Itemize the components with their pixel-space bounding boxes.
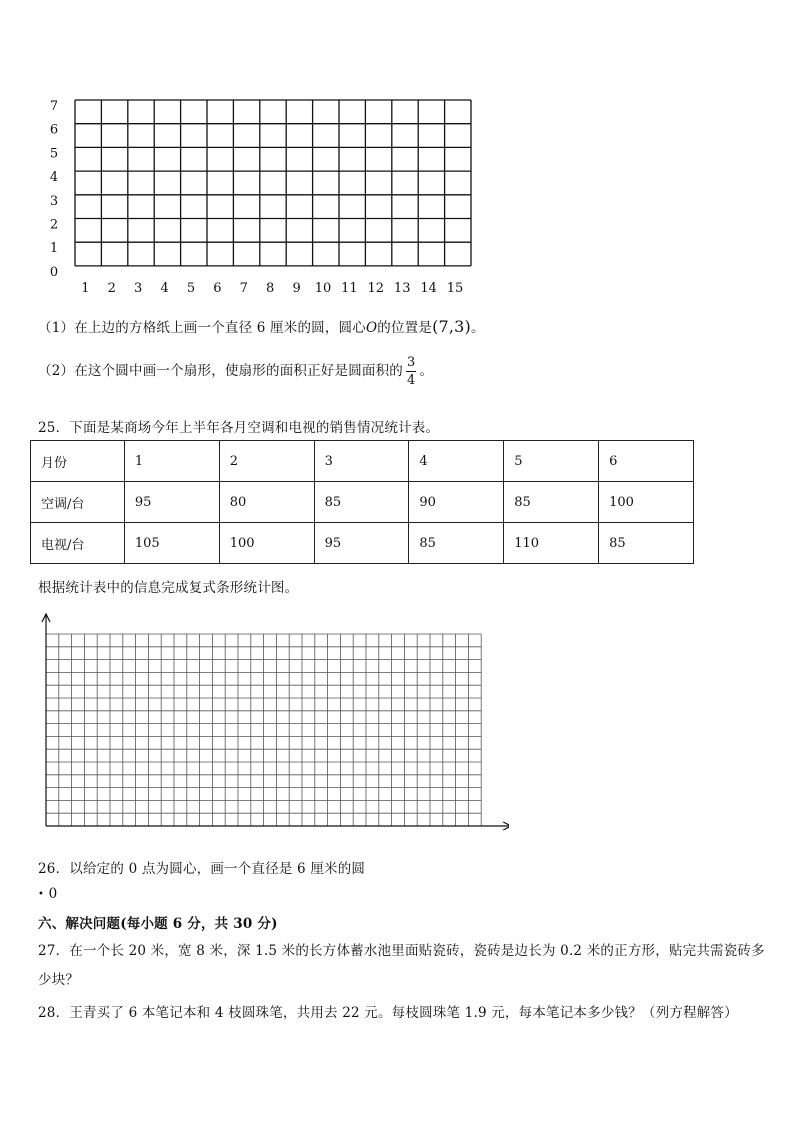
table-cell: 85 xyxy=(314,482,409,523)
table-cell: 4 xyxy=(409,441,504,482)
point-label: 0 xyxy=(48,886,58,902)
fraction-three-quarters xyxy=(406,356,416,387)
row-label: 电视/台 xyxy=(31,523,125,564)
x-tick-label: 2 xyxy=(107,280,116,293)
x-tick-label: 15 xyxy=(446,280,464,293)
row-label: 月份 xyxy=(31,441,125,482)
table-cell: 80 xyxy=(219,482,314,523)
table-cell: 100 xyxy=(219,523,314,564)
table-cell: 85 xyxy=(504,482,599,523)
table-cell: 105 xyxy=(124,523,219,564)
table-cell: 3 xyxy=(314,441,409,482)
x-tick-label: 5 xyxy=(186,280,196,293)
q24-part2-prefix: （2）在这个圆中画一个扇形，使扇形的面积正好是圆面积的 xyxy=(38,363,403,379)
grid2-lines xyxy=(46,634,481,826)
q24-part1-suffix: 。 xyxy=(471,320,485,336)
table-cell: 95 xyxy=(314,523,409,564)
x-tick-label: 6 xyxy=(213,280,222,293)
x-tick-label: 11 xyxy=(341,280,358,293)
sales-table xyxy=(30,440,694,564)
table-cell: 100 xyxy=(599,482,694,523)
x-tick-label: 3 xyxy=(134,280,143,293)
table-row xyxy=(31,482,694,523)
question-28: 28．王青买了 6 本笔记本和 4 枝圆珠笔，共用去 22 元。每枝圆珠笔 1.9 元，每本笔记本多少钱？（列方程解答） xyxy=(38,1005,738,1021)
question-24-part1 xyxy=(38,316,485,336)
q24-part1-prefix: （1）在上边的方格纸上画一个直径 6 厘米的圆，圆心 xyxy=(38,320,366,336)
row-label: 空调/台 xyxy=(31,482,125,523)
x-tick-label: 14 xyxy=(420,280,437,293)
x-tick-label: 4 xyxy=(160,280,169,293)
y-tick-label: 2 xyxy=(49,217,59,233)
y-tick-label: 6 xyxy=(49,122,59,138)
table-row xyxy=(31,441,694,482)
y-tick-label: 7 xyxy=(49,99,59,114)
section-6-heading: 六、解决问题(每小题 6 分，共 30 分) xyxy=(38,916,278,932)
x-tick-label: 10 xyxy=(314,280,332,293)
y-tick-label: 0 xyxy=(49,264,59,280)
table-cell: 110 xyxy=(504,523,599,564)
question-26: 26．以给定的 0 点为圆心，画一个直径是 6 厘米的圆 xyxy=(38,861,366,877)
table-cell: 90 xyxy=(409,482,504,523)
question-27-line1: 27．在一个长 20 米，宽 8 米，深 1.5 米的长方体蓄水池里面贴瓷砖，瓷砖是边长为 0.2 米的正方形，贴完共需瓷砖多 xyxy=(38,943,765,959)
table-cell: 2 xyxy=(219,441,314,482)
table-cell: 85 xyxy=(409,523,504,564)
x-tick-label: 13 xyxy=(393,280,411,293)
q24-part1-coords: (7,3) xyxy=(432,317,471,336)
table-cell: 85 xyxy=(599,523,694,564)
y-tick-label: 5 xyxy=(49,146,59,162)
table-cell: 6 xyxy=(599,441,694,482)
coordinate-grid xyxy=(40,88,490,293)
x-tick-label: 9 xyxy=(292,280,301,293)
y-tick-label: 4 xyxy=(49,170,59,186)
x-tick-label: 1 xyxy=(81,280,90,293)
question-25-title: 25．下面是某商场今年上半年各月空调和电视的销售情况统计表。 xyxy=(38,420,440,436)
fraction-denominator: 4 xyxy=(407,373,416,388)
q24-part2-suffix: 。 xyxy=(419,363,434,379)
fraction-numerator: 3 xyxy=(407,355,416,370)
y-tick-label: 3 xyxy=(49,193,59,209)
question-27-line2: 少块？ xyxy=(38,972,80,988)
given-point xyxy=(38,886,57,902)
table-cell: 5 xyxy=(504,441,599,482)
q24-part1-var: O xyxy=(365,320,378,336)
x-tick-label: 12 xyxy=(367,280,385,293)
blank-bar-chart-grid xyxy=(34,608,509,838)
question-24-part2 xyxy=(38,356,433,387)
y-tick-label: 1 xyxy=(49,241,59,257)
x-tick-label: 8 xyxy=(266,280,275,293)
table-cell: 1 xyxy=(124,441,219,482)
table-row xyxy=(31,523,694,564)
table-cell: 95 xyxy=(124,482,219,523)
question-25-instruction: 根据统计表中的信息完成复式条形统计图。 xyxy=(38,580,299,596)
q24-part1-middle: 的位置是 xyxy=(377,320,433,336)
x-tick-label: 7 xyxy=(239,280,248,293)
grid1-lines xyxy=(75,100,471,266)
point-dot: • xyxy=(38,889,45,900)
